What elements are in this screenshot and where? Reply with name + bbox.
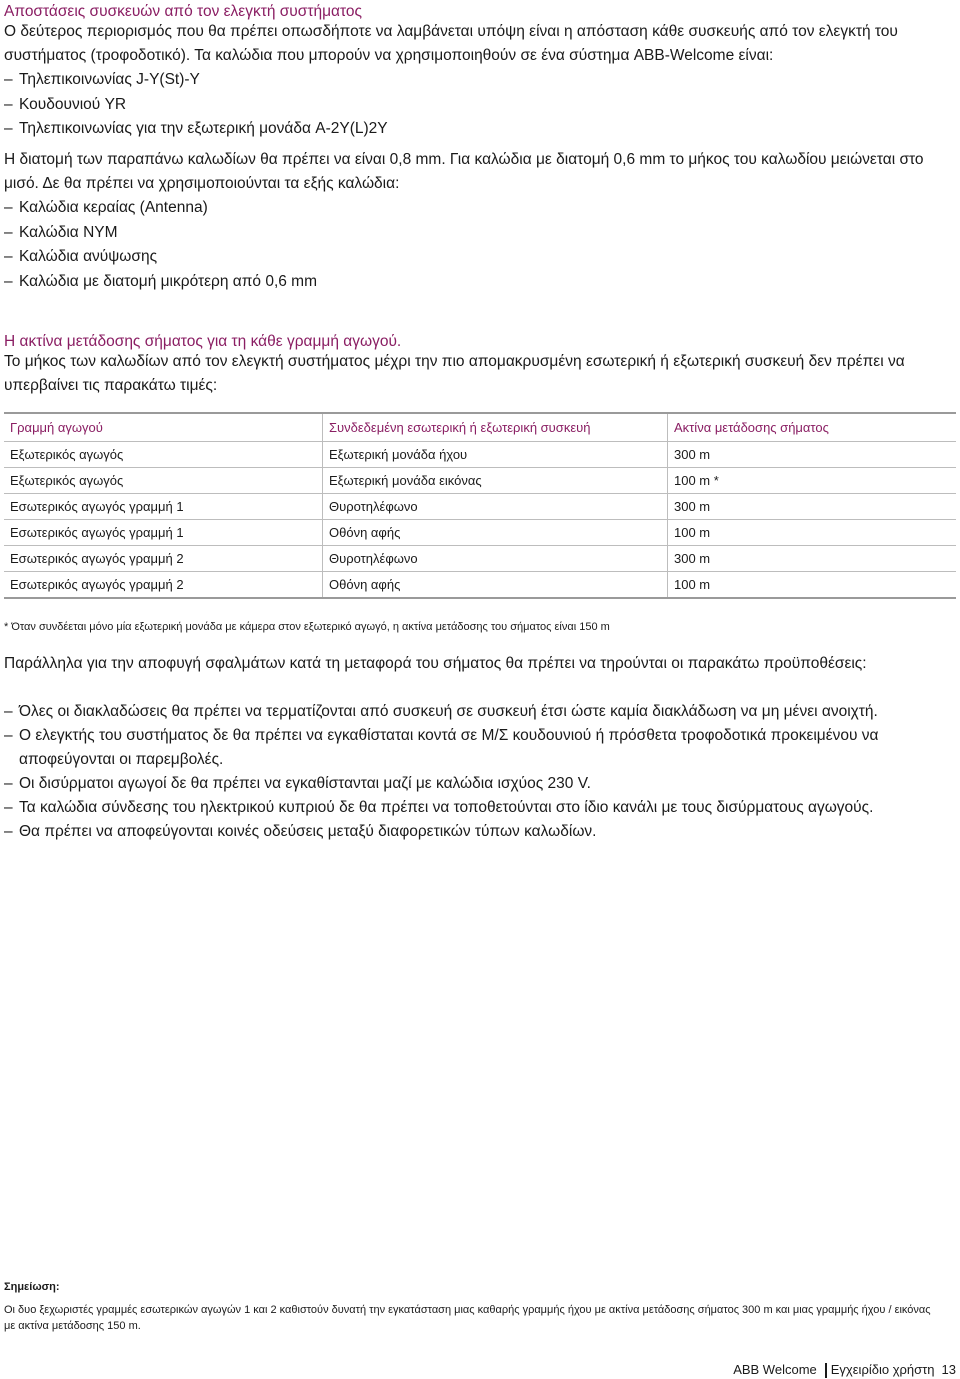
table-cell: 300 m [668,442,957,468]
table-cell: Εξωτερικός αγωγός [4,442,323,468]
table-cell: 300 m [668,546,957,572]
section-paragraph: Το μήκος των καλωδίων από τον ελεγκτή συστήματος μέχρι την πιο απομακρυσμένη εσωτερική ή εξωτερική συσκευή δεν πρέπει να υπερβαίνει τις παρακάτω τιμές: [4,353,905,394]
list-item: – Καλώδια NYM [4,221,317,246]
section-heading-distances: Αποστάσεις συσκευών από τον ελεγκτή συστήματος [4,3,362,20]
list-item: – Ο ελεγκτής του συστήματος δε θα πρέπει να εγκαθίσταται κοντά σε Μ/Σ κουδουνιού ή πρόσθετα τροφοδοτικά προκειμένου να αποφεύγονται οι παρεμβολές. [4,724,904,772]
list-item: – Καλώδια με διατομή μικρότερη από 0,6 mm [4,270,317,295]
table-cell: Θυροτηλέφωνο [323,546,668,572]
cable-types-list [4,68,388,142]
table-cell: Εξωτερική μονάδα ήχου [323,442,668,468]
list-item: – Τηλεπικοινωνίας J-Y(St)-Y [4,68,388,93]
table-cell: Θυροτηλέφωνο [323,494,668,520]
table-cell: 100 m [668,572,957,599]
table-cell: Εσωτερικός αγωγός γραμμή 2 [4,546,323,572]
list-item: – Καλώδια ανύψωσης [4,245,317,270]
footer-brand: ABB Welcome [733,1362,817,1377]
page-number: 13 [941,1362,956,1377]
table-cell: Εσωτερικός αγωγός γραμμή 1 [4,494,323,520]
table-cell: Εξωτερική μονάδα εικόνας [323,468,668,494]
table-row [4,572,956,599]
transmission-radius-table [4,412,956,599]
column-header: Ακτίνα μετάδοσης σήματος [668,413,957,442]
table-row [4,494,956,520]
column-header: Γραμμή αγωγού [4,413,323,442]
page-footer [733,1361,956,1379]
list-item: – Κουδουνιού YR [4,93,388,118]
table-cell: 300 m [668,494,957,520]
table-header-row [4,413,956,442]
note-label: Σημείωση: [4,1281,60,1293]
section-heading-radius: Η ακτίνα μετάδοσης σήματος για τη κάθε γραμμή αγωγού. [4,333,402,350]
list-item: – Τηλεπικοινωνίας για την εξωτερική μονάδα A-2Y(L)2Y [4,117,388,142]
column-header: Συνδεδεμένη εσωτερική ή εξωτερική συσκευή [323,413,668,442]
conditions-list [4,700,904,844]
footer-doc-title: Εγχειρίδιο χρήστη [830,1362,935,1377]
list-item: – Θα πρέπει να αποφεύγονται κοινές οδεύσεις μεταξύ διαφορετικών τύπων καλωδίων. [4,820,904,844]
table-cell: Οθόνη αφής [323,572,668,599]
table-row [4,468,956,494]
cross-section-note: Η διατομή των παραπάνω καλωδίων θα πρέπει να είναι 0,8 mm. Για καλώδια με διατομή 0,6 mm το μήκος του καλωδίου μειώνεται στο μισό. Δε θα πρέπει να χρησιμοποιούνται τα εξής καλώδια: [4,151,924,192]
table-cell: Εξωτερικός αγωγός [4,468,323,494]
forbidden-cables-list [4,196,317,294]
table-row [4,546,956,572]
list-item: – Καλώδια κεραίας (Antenna) [4,196,317,221]
section-paragraph: Ο δεύτερος περιορισμός που θα πρέπει οπωσδήποτε να λαμβάνεται υπόψη είναι η απόσταση κάθε συσκευής από τον ελεγκτή του συστήματος (τροφοδοτικό). Τα καλώδια που μπορούν να χρησιμοποιηθούν σε ένα σύστημα ABB-Welcome είναι: [4,23,898,64]
note-text: Οι δυο ξεχωριστές γραμμές εσωτερικών αγωγών 1 και 2 καθιστούν δυνατή την εγκατάσταση μιας καθαρής γραμμής ήχου με ακτίνα μετάδοσης σήματος 300 m και μιας γραμμής ήχου / εικόνας με ακτίνα μετάδοσης 150 m. [4,1304,931,1332]
list-item: – Οι δισύρματοι αγωγοί δε θα πρέπει να εγκαθίστανται μαζί με καλώδια ισχύος 230 V. [4,772,904,796]
section-paragraph: Παράλληλα για την αποφυγή σφαλμάτων κατά τη μεταφορά του σήματος θα πρέπει να τηρούνται οι παρακάτω προϋποθέσεις: [4,655,867,672]
table-footnote: * Όταν συνδέεται μόνο μία εξωτερική μονάδα με κάμερα στον εξωτερικό αγωγό, η ακτίνα μετάδοσης του σήματος είναι 150 m [4,621,610,633]
table-cell: Εσωτερικός αγωγός γραμμή 2 [4,572,323,599]
list-item: – Τα καλώδια σύνδεσης του ηλεκτρικού κυπριού δε θα πρέπει να τοποθετούνται στο ίδιο κανάλι με τους δισύρματους αγωγούς. [4,796,904,820]
table-row [4,520,956,546]
table-cell: 100 m * [668,468,957,494]
table-cell: 100 m [668,520,957,546]
footer-separator [825,1363,827,1378]
table-cell: Εσωτερικός αγωγός γραμμή 1 [4,520,323,546]
table-row [4,442,956,468]
list-item: – Όλες οι διακλαδώσεις θα πρέπει να τερματίζονται από συσκευή σε συσκευή έτσι ώστε καμία διακλάδωση να μη μένει ανοιχτή. [4,700,904,724]
table-cell: Οθόνη αφής [323,520,668,546]
